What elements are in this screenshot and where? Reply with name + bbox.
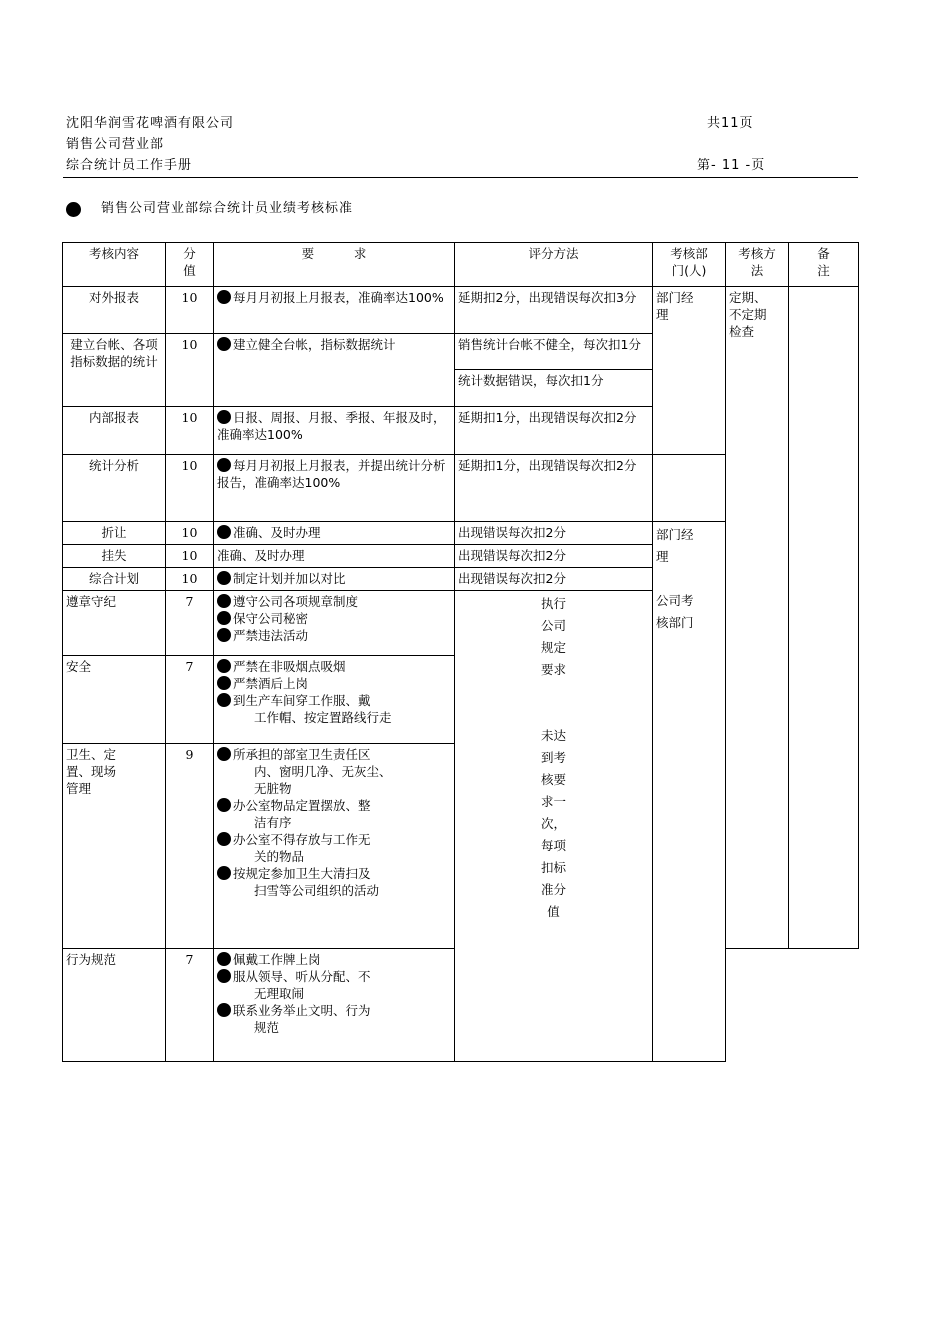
dept-top-cell: 部门经 理 [653,287,726,455]
row-method: 延期扣2分，出现错误每次扣3分 [455,287,653,334]
row-score: 10 [166,522,214,545]
row-score: 10 [166,545,214,568]
bullet-icon [66,202,81,217]
row-requirement: 建立健全台帐，指标数据统计 [214,334,455,407]
dept-bottom-cell: 部门经 理 公司考 核部门 [653,522,726,1062]
bullet-icon [217,798,231,812]
row-method: 统计数据错误，每次扣1分 [455,370,653,407]
header-way: 考核方 法 [726,243,789,287]
bullet-icon [217,594,231,608]
page-number: 第- 11 -页 [697,158,766,173]
row-requirement: 日报、周报、月报、季报、年报及时，准确率达100% [214,407,455,455]
row-item: 建立台帐、各项指标数据的统计 [63,334,166,407]
way-cell: 定期、 不定期 检查 [726,287,789,949]
department-name: 销售公司营业部 [66,137,165,152]
company-name: 沈阳华润雪花啤酒有限公司 [66,116,235,131]
bullet-icon [217,410,231,424]
bullet-icon [217,628,231,642]
bullet-icon [217,611,231,625]
header-rule [63,177,858,178]
row-item: 卫生、定 置、现场 管理 [63,744,166,949]
bullet-icon [217,952,231,966]
row-requirement: 制定计划并加以对比 [214,568,455,591]
row-score: 7 [166,591,214,656]
note-cell [789,287,859,949]
bullet-icon [217,571,231,585]
manual-title: 综合统计员工作手册 [66,158,193,173]
row-method: 出现错误每次扣2分 [455,545,653,568]
header-score: 分 值 [166,243,214,287]
row-item: 统计分析 [63,455,166,522]
row-method: 延期扣1分，出现错误每次扣2分 [455,455,653,522]
row-method: 延期扣1分，出现错误每次扣2分 [455,407,653,455]
bullet-icon [217,1003,231,1017]
row-score: 10 [166,287,214,334]
section-title: 销售公司营业部综合统计员业绩考核标准 [101,201,354,216]
row-score: 7 [166,949,214,1062]
table-row [63,287,859,334]
total-pages: 共11页 [707,116,754,131]
row-item: 内部报表 [63,407,166,455]
header-requirement: 要 求 [214,243,455,287]
row-requirement: 佩戴工作牌上岗 服从领导、听从分配、不 无理取闹 联系业务举止文明、行为 规范 [214,949,455,1062]
row-requirement: 每月月初报上月报表，准确率达100% [214,287,455,334]
bullet-icon [217,866,231,880]
row-score: 10 [166,334,214,407]
row-score: 10 [166,407,214,455]
header-note: 备 注 [789,243,859,287]
row-method: 销售统计台帐不健全，每次扣1分 [455,334,653,370]
row-item: 挂失 [63,545,166,568]
shared-method-cell: 执行 公司 规定 要求 未达 到考 核要 求一 次， 每项 扣标 准分 值 [455,591,653,1062]
row-item: 综合计划 [63,568,166,591]
row-requirement: 准确、及时办理 [214,545,455,568]
header-dept: 考核部 门(人) [653,243,726,287]
table-header-row [63,243,859,287]
bullet-icon [217,747,231,761]
bullet-icon [217,832,231,846]
bullet-icon [217,458,231,472]
row-score: 10 [166,568,214,591]
row-score: 7 [166,656,214,744]
row-method: 出现错误每次扣2分 [455,522,653,545]
header-content: 考核内容 [63,243,166,287]
row-requirement: 遵守公司各项规章制度 保守公司秘密 严禁违法活动 [214,591,455,656]
bullet-icon [217,969,231,983]
bullet-icon [217,676,231,690]
row-score: 9 [166,744,214,949]
row-item: 行为规范 [63,949,166,1062]
row-requirement: 每月月初报上月报表，并提出统计分析报告，准确率达100% [214,455,455,522]
bullet-icon [217,659,231,673]
bullet-icon [217,693,231,707]
row-method: 出现错误每次扣2分 [455,568,653,591]
bullet-icon [217,290,231,304]
row-item: 安全 [63,656,166,744]
row-requirement: 准确、及时办理 [214,522,455,545]
row-item: 遵章守纪 [63,591,166,656]
row-item: 对外报表 [63,287,166,334]
row-score: 10 [166,455,214,522]
row-requirement: 严禁在非吸烟点吸烟 严禁酒后上岗 到生产车间穿工作服、戴 工作帽、按定置路线行走 [214,656,455,744]
row-requirement: 所承担的部室卫生责任区 内、窗明几净、无灰尘、 无脏物 办公室物品定置摆放、整 洁有序 办公室不得存放与工作无 关的物品 按规定参加卫生大清扫及 扫雪等公司组织的活动 [214,744,455,949]
assessment-table [62,242,859,1062]
bullet-icon [217,525,231,539]
row-item: 折让 [63,522,166,545]
bullet-icon [217,337,231,351]
header-method: 评分方法 [455,243,653,287]
